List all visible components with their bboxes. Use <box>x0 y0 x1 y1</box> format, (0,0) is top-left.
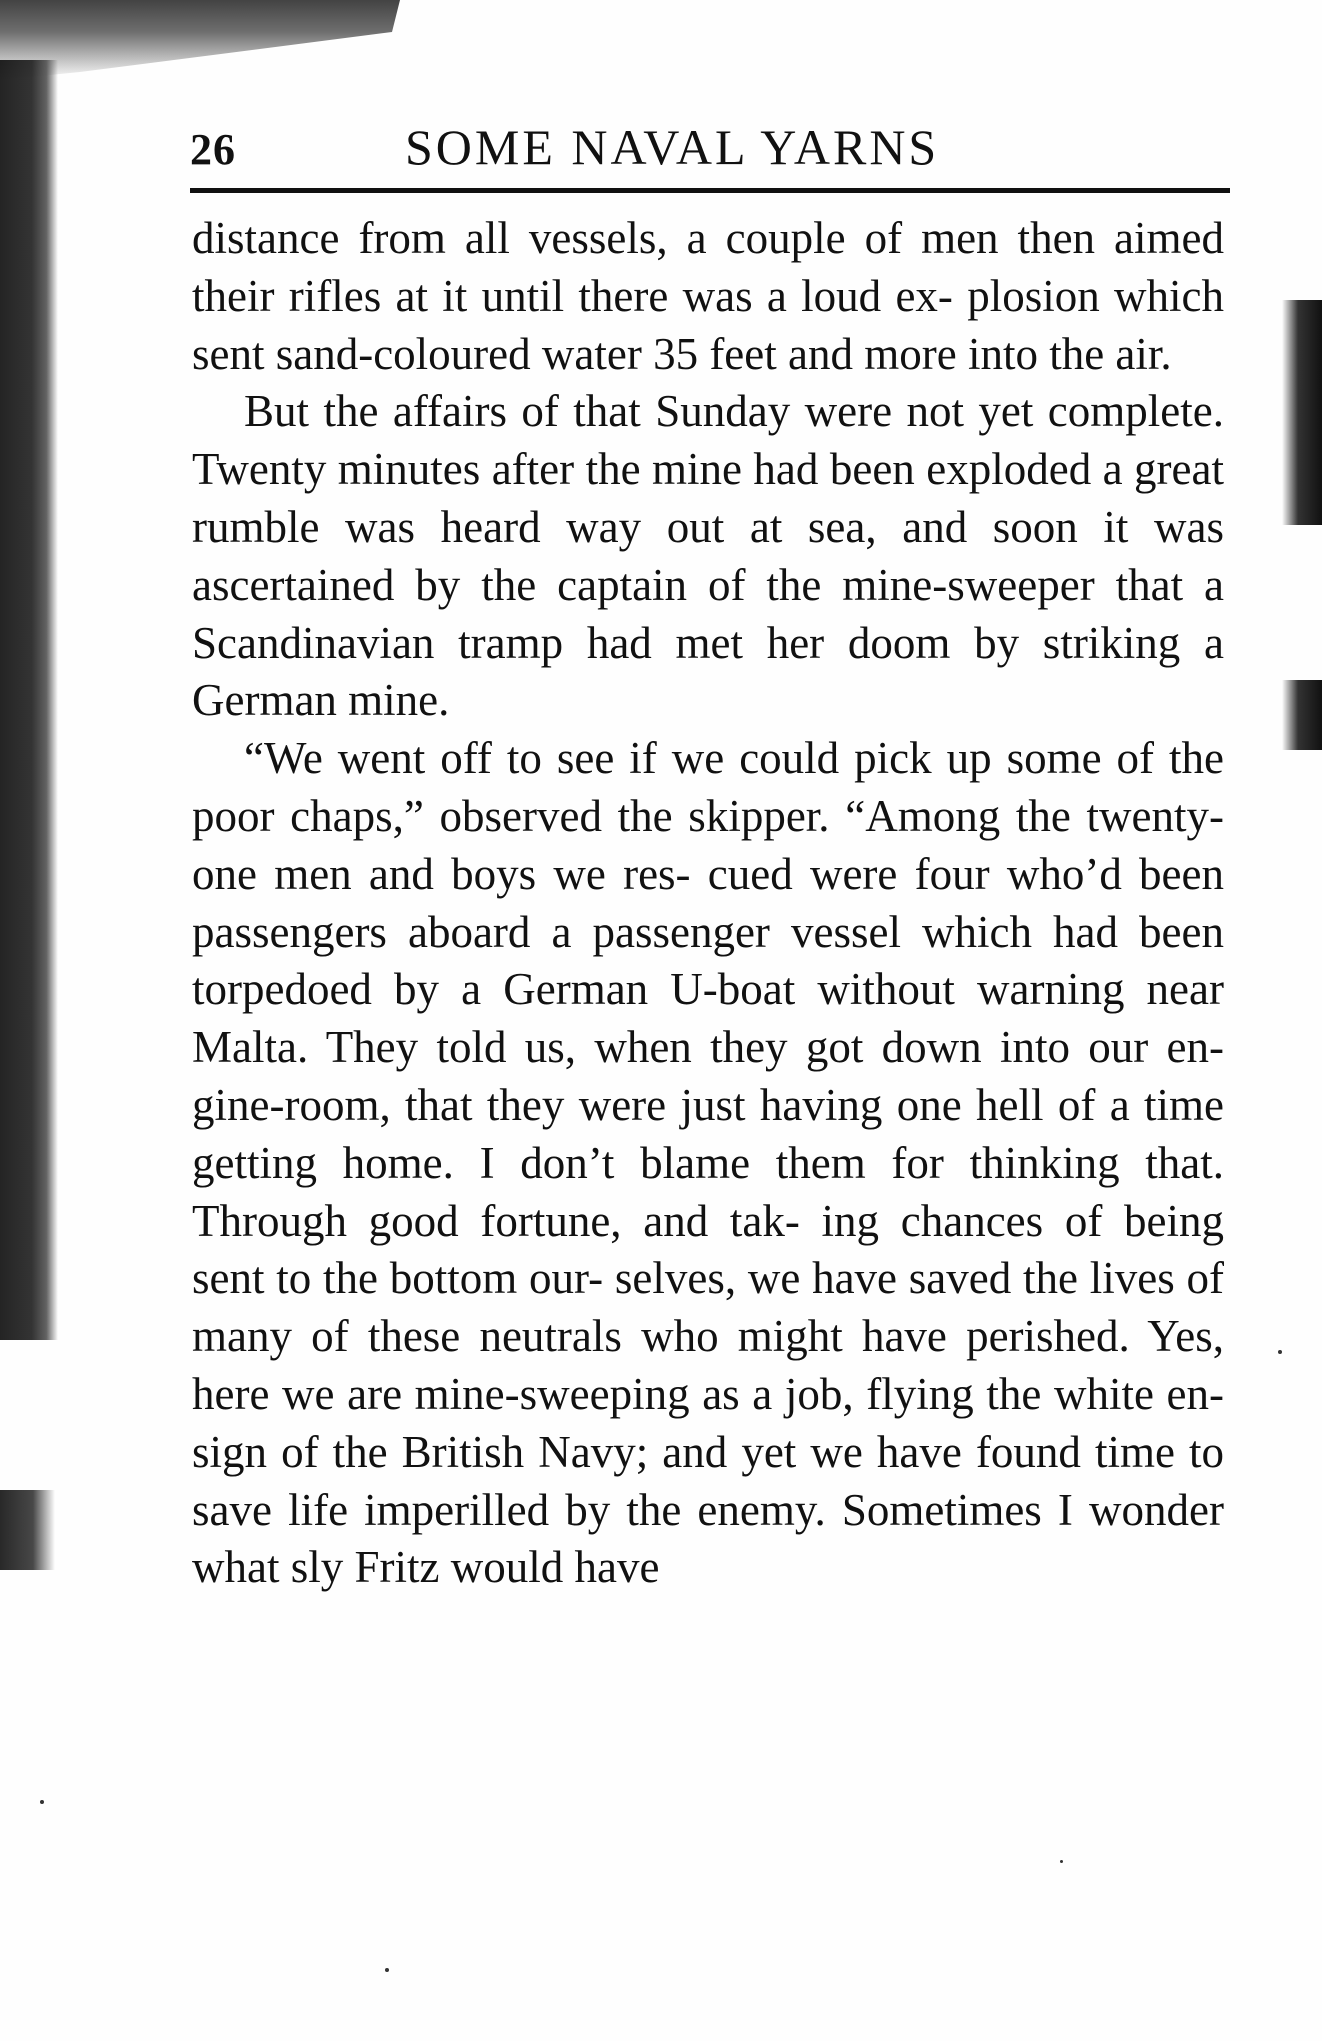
paragraph: distance from all vessels, a couple of men then aimed their rifles at it until there was a loud ex- plosion which sent sand-coloured water 35 feet and more into the air. <box>192 213 1224 379</box>
page-number: 26 <box>190 125 236 174</box>
binding-shadow <box>0 60 58 1340</box>
body-text <box>192 210 1224 1597</box>
scan-speck <box>1060 1860 1063 1863</box>
book-title: SOME NAVAL YARNS <box>405 119 940 175</box>
edge-smudge <box>1282 300 1322 525</box>
binding-shadow-lower <box>0 1490 55 1570</box>
running-head <box>190 118 1230 188</box>
scan-speck <box>385 1968 389 1972</box>
header-rule <box>190 188 1230 193</box>
scan-speck <box>1278 1350 1282 1354</box>
edge-smudge <box>1282 680 1322 750</box>
paragraph: But the affairs of that Sunday were not yet complete. Twenty minutes after the mine had been exploded a great rumble was heard way out at sea, and soon it was ascertained by the captain of the mine-sweeper that a Scandinavian tramp had met her doom by striking a German mine. <box>192 386 1224 726</box>
scan-shadow-top <box>0 0 400 80</box>
paragraph: “We went off to see if we could pick up some of the poor chaps,” observed the skipper. “Among the twenty-one men and boys we res- cued were four who’d been passengers aboard a passenger vessel which had been torpedoed by a German U-boat without warning near Malta. They told us, when they got down into our en- gine-room, that they were just having one hell of a time getting home. I don’t blame them for thinking that. Through good fortune, and tak- ing chances of being sent to the bottom our- selves, we have saved the lives of many of these neutrals who might have perished. Yes, here we are mine-sweeping as a job, flying the white en- sign of the British Navy; and yet we have found time to save life imperilled by the enemy. Sometimes I wonder what sly Fritz would have <box>192 733 1224 1593</box>
scan-speck <box>40 1800 44 1804</box>
